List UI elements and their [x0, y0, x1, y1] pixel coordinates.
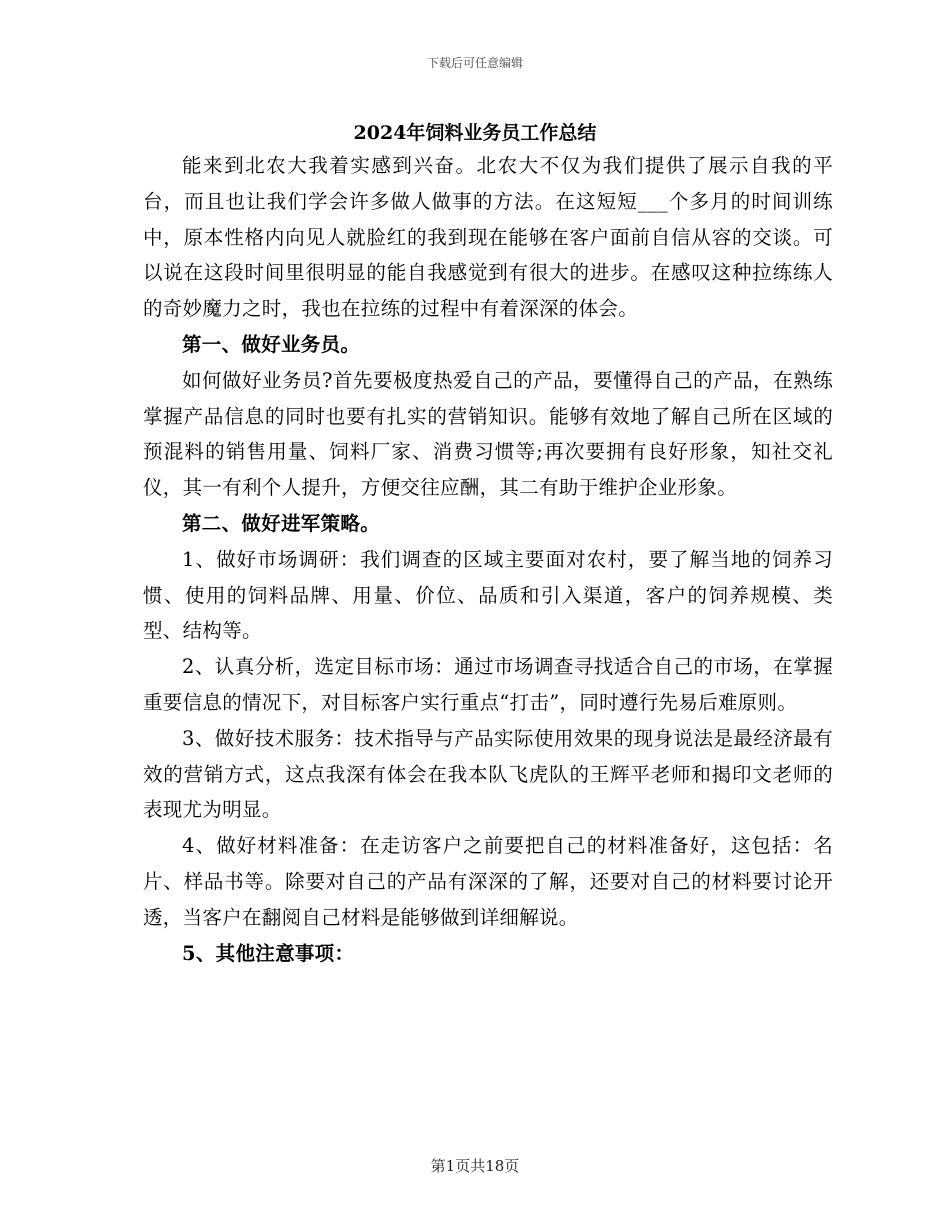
- section-2-item-2: 2、认真分析，选定目标市场：通过市场调查寻找适合自己的市场，在掌握重要信息的情况下，对目标客户实行重点“打击”，同时遵行先易后难原则。: [143, 655, 833, 714]
- document-body: [143, 148, 833, 971]
- intro-paragraph: 能来到北农大我着实感到兴奋。北农大不仅为我们提供了展示自我的平台，而且也让我们学会许多做人做事的方法。在这短短___个多月的时间训练中，原本性格内向见人就脸红的我到现在能够在客户面前自信从容的交谈。可以说在这段时间里很明显的能自我感觉到有很大的进步。在感叹这种拉练练人的奇妙魔力之时，我也在拉练的过程中有着深深的体会。: [143, 154, 833, 321]
- section-2-item-1: 1、做好市场调研：我们调查的区域主要面对农村，要了解当地的饲养习惯、使用的饲料品牌、用量、价位、品质和引入渠道，客户的饲养规模、类型、结构等。: [143, 547, 833, 643]
- section-1-paragraph: 如何做好业务员?首先要极度热爱自己的产品，要懂得自己的产品，在熟练掌握产品信息的同时也要有扎实的营销知识。能够有效地了解自己所在区域的预混料的销售用量、饲料厂家、消费习惯等;再次要拥有良好形象，知社交礼仪，其一有利个人提升，方便交往应酬，其二有助于维护企业形象。: [143, 368, 833, 500]
- section-2-subheading-5: 5、其他注意事项：: [182, 941, 355, 965]
- page-header-note: 下载后可任意编辑: [426, 56, 523, 70]
- document-title: 2024年饲料业务员工作总结: [353, 122, 597, 144]
- section-2-item-3: 3、做好技术服务：技术指导与产品实际使用效果的现身说法是最经济最有效的营销方式，这点我深有体会在我本队飞虎队的王辉平老师和揭印文老师的表现尤为明显。: [143, 726, 833, 822]
- section-2-heading: 第二、做好进军策略。: [182, 511, 381, 535]
- page-footer-number: 第1页共18页: [430, 1157, 520, 1175]
- section-2-item-4: 4、做好材料准备：在走访客户之前要把自己的材料准备好，这包括：名片、样品书等。除要对自己的产品有深深的了解，还要对自己的材料要讨论开透，当客户在翻阅自己材料是能够做到详细解说。: [143, 834, 833, 929]
- section-1-heading: 第一、做好业务员。: [182, 332, 361, 356]
